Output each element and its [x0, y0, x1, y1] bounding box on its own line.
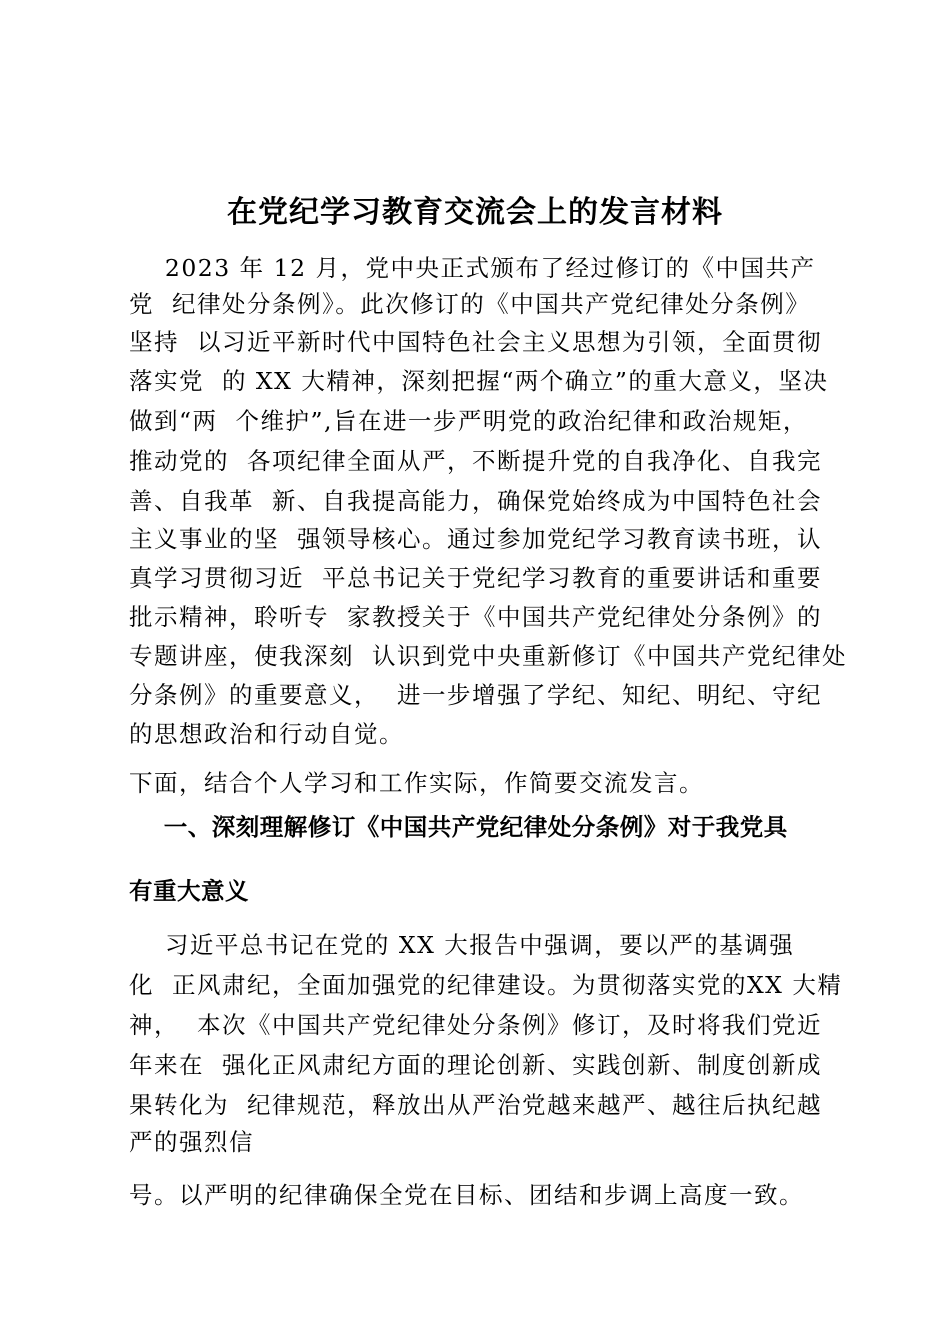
section-heading: 一、深刻理解修订《中国共产党纪律处分条例》对于我党具 [129, 813, 788, 841]
document-title: 在党纪学习教育交流会上的发言材料 [227, 195, 723, 230]
paragraph-line: 化 正风肃纪，全面加强党的纪律建设。为贯彻落实党的XX 大精 [129, 971, 843, 999]
paragraph-line: 坚持 以习近平新时代中国特色社会主义思想为引领，全面贯彻 [129, 328, 822, 356]
paragraph-line: 分条例》的重要意义， 进一步增强了学纪、知纪、明纪、守纪 [129, 681, 822, 709]
paragraph-line: 果转化为 纪律规范，释放出从严治党越来越严、越往后执纪越 [129, 1091, 822, 1119]
paragraph-line: 批示精神，聆听专 家教授关于《中国共产党纪律处分条例》的 [129, 603, 822, 631]
paragraph-line: 真学习贯彻习近 平总书记关于党纪学习教育的重要讲话和重要 [129, 564, 822, 592]
paragraph-intro: 下面，结合个人学习和工作实际，作简要交流发言。 [129, 769, 704, 797]
paragraph-line: 推动党的 各项纪律全面从严，不断提升党的自我净化、自我完 [129, 447, 822, 475]
paragraph-line: 落实党 的 XX 大精神，深刻把握“两个确立”的重大意义，坚决 [129, 367, 829, 395]
paragraph-line: 党 纪律处分条例》。此次修订的《中国共产党纪律处分条例》 [129, 290, 811, 318]
paragraph-line: 专题讲座，使我深刻 认识到党中央重新修订《中国共产党纪律处 [129, 642, 847, 670]
paragraph-line: 号。以严明的纪律确保全党在目标、团结和步调上高度一致。 [129, 1181, 804, 1209]
paragraph-line: 习近平总书记在党的 XX 大报告中强调，要以严的基调强 [129, 931, 795, 959]
paragraph-line: 年来在 强化正风肃纪方面的理论创新、实践创新、制度创新成 [129, 1051, 822, 1079]
paragraph-line: 2023 年 12 月，党中央正式颁布了经过修订的《中国共产 [129, 254, 816, 282]
paragraph-line: 主义事业的坚 强领导核心。通过参加党纪学习教育读书班，认 [129, 525, 822, 553]
section-heading-continued: 有重大意义 [129, 877, 249, 905]
paragraph-line: 做到“两 个维护”,旨在进一步严明党的政治纪律和政治规矩， [129, 407, 808, 435]
paragraph-line: 的思想政治和行动自觉。 [129, 720, 404, 748]
paragraph-line: 神， 本次《中国共产党纪律处分条例》修订，及时将我们党近 [129, 1011, 822, 1039]
paragraph-line: 严的强烈信 [129, 1128, 254, 1156]
paragraph-line: 善、自我革 新、自我提高能力，确保党始终成为中国特色社会 [129, 487, 822, 515]
